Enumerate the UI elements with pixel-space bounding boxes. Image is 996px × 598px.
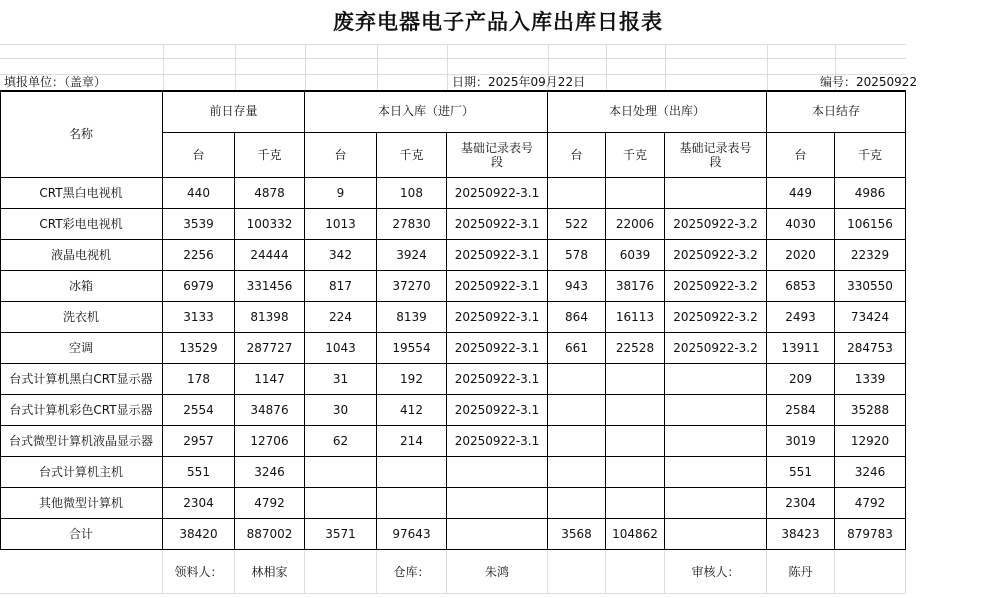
header-inbound: 本日入库（进厂） [305,90,548,133]
cell-close-units: 209 [767,364,835,395]
row-name: 液晶电视机 [0,240,163,271]
cell-prev-units: 38420 [163,519,235,550]
row-name: 其他微型计算机 [0,488,163,519]
cell-close-units: 2304 [767,488,835,519]
cell-prev-units: 440 [163,178,235,209]
row-name: CRT黑白电视机 [0,178,163,209]
header-in-units: 台 [305,133,377,178]
cell-in-units: 9 [305,178,377,209]
cell-close-units: 551 [767,457,835,488]
cell-in-units: 62 [305,426,377,457]
cell-out-kg [606,488,665,519]
cell-out-units [548,488,606,519]
cell-close-kg: 3246 [835,457,906,488]
cell-in-kg: 412 [377,395,447,426]
cell-prev-kg: 100332 [235,209,305,240]
footer-reviewer-label: 审核人： [665,550,767,594]
cell-in-record: 20250922-3.1 [447,395,548,426]
footer-reviewer-name: 陈丹 [767,550,835,594]
footer-empty-cell [548,550,606,594]
cell-in-kg: 192 [377,364,447,395]
cell-out-kg: 104862 [606,519,665,550]
cell-out-units: 522 [548,209,606,240]
cell-close-units: 13911 [767,333,835,364]
cell-prev-kg: 887002 [235,519,305,550]
report-title: 废弃电器电子产品入库出库日报表 [333,9,663,34]
cell-close-units: 2493 [767,302,835,333]
sheet-column-line [377,44,378,90]
sheet-column-line [305,44,306,90]
cell-in-record: 20250922-3.1 [447,209,548,240]
cell-out-record: 20250922-3.2 [665,271,767,302]
cell-out-kg: 6039 [606,240,665,271]
cell-out-units: 578 [548,240,606,271]
cell-prev-units: 2256 [163,240,235,271]
cell-out-kg: 16113 [606,302,665,333]
cell-prev-kg: 24444 [235,240,305,271]
cell-out-kg [606,426,665,457]
row-name: 台式计算机彩色CRT显示器 [0,395,163,426]
cell-in-kg: 8139 [377,302,447,333]
cell-out-kg [606,395,665,426]
cell-close-kg: 35288 [835,395,906,426]
cell-in-units: 1013 [305,209,377,240]
row-name: 合计 [0,519,163,550]
cell-close-units: 2020 [767,240,835,271]
cell-prev-units: 551 [163,457,235,488]
reporting-unit-label: 填报单位：（盖章） [4,75,107,89]
cell-out-kg: 38176 [606,271,665,302]
cell-out-kg [606,178,665,209]
cell-out-record [665,457,767,488]
cell-out-units [548,457,606,488]
cell-out-record [665,488,767,519]
row-name: 空调 [0,333,163,364]
cell-out-record [665,364,767,395]
row-name: 冰箱 [0,271,163,302]
cell-out-record: 20250922-3.2 [665,302,767,333]
cell-prev-units: 3133 [163,302,235,333]
cell-prev-kg: 4792 [235,488,305,519]
cell-in-kg: 19554 [377,333,447,364]
header-close-units: 台 [767,133,835,178]
cell-out-record [665,519,767,550]
footer-empty-cell [835,550,906,594]
header-prev-kg: 千克 [235,133,305,178]
cell-in-kg [377,488,447,519]
footer-warehouse-label: 仓库： [377,550,447,594]
cell-close-units: 38423 [767,519,835,550]
cell-in-kg: 27830 [377,209,447,240]
cell-in-units: 342 [305,240,377,271]
cell-in-record [447,519,548,550]
cell-close-units: 4030 [767,209,835,240]
cell-prev-units: 2957 [163,426,235,457]
footer-empty-cell [0,550,163,594]
cell-close-units: 449 [767,178,835,209]
sheet-row-line [0,58,906,59]
cell-prev-units: 178 [163,364,235,395]
cell-in-record: 20250922-3.1 [447,333,548,364]
report-date: 日期：2025年09月22日 [452,75,586,89]
cell-out-units [548,395,606,426]
cell-in-kg: 214 [377,426,447,457]
cell-prev-kg: 34876 [235,395,305,426]
cell-out-record: 20250922-3.2 [665,333,767,364]
cell-prev-units: 13529 [163,333,235,364]
footer-empty-cell [606,550,665,594]
cell-in-record [447,457,548,488]
cell-prev-kg: 81398 [235,302,305,333]
cell-in-record: 20250922-3.1 [447,426,548,457]
report-serial-number: 编号：20250922 [820,75,918,89]
header-out-kg: 千克 [606,133,665,178]
cell-out-record [665,395,767,426]
cell-close-units: 3019 [767,426,835,457]
cell-in-kg: 37270 [377,271,447,302]
cell-in-kg: 108 [377,178,447,209]
cell-in-record: 20250922-3.1 [447,271,548,302]
cell-close-units: 6853 [767,271,835,302]
cell-in-kg [377,457,447,488]
cell-prev-units: 2554 [163,395,235,426]
header-in-record: 基础记录表号段 [447,133,548,178]
cell-in-record: 20250922-3.1 [447,364,548,395]
cell-out-record [665,426,767,457]
cell-out-units: 864 [548,302,606,333]
cell-out-record: 20250922-3.2 [665,209,767,240]
cell-out-units: 943 [548,271,606,302]
cell-prev-units: 2304 [163,488,235,519]
cell-close-units: 2584 [767,395,835,426]
cell-out-record [665,178,767,209]
header-closing: 本日结存 [767,90,906,133]
cell-close-kg: 879783 [835,519,906,550]
header-in-kg: 千克 [377,133,447,178]
sheet-column-line [235,44,236,90]
row-name: 洗衣机 [0,302,163,333]
cell-in-kg: 97643 [377,519,447,550]
cell-in-units: 224 [305,302,377,333]
cell-in-units: 1043 [305,333,377,364]
row-name: CRT彩电电视机 [0,209,163,240]
cell-prev-kg: 1147 [235,364,305,395]
header-out-units: 台 [548,133,606,178]
cell-prev-kg: 4878 [235,178,305,209]
cell-out-kg: 22528 [606,333,665,364]
cell-in-record: 20250922-3.1 [447,240,548,271]
cell-prev-units: 3539 [163,209,235,240]
header-close-kg: 千克 [835,133,906,178]
cell-out-units: 3568 [548,519,606,550]
row-name: 台式计算机黑白CRT显示器 [0,364,163,395]
cell-in-units [305,457,377,488]
cell-in-units [305,488,377,519]
cell-close-kg: 106156 [835,209,906,240]
cell-in-kg: 3924 [377,240,447,271]
header-processed: 本日处理（出库） [548,90,767,133]
cell-prev-units: 6979 [163,271,235,302]
cell-out-kg [606,457,665,488]
cell-out-kg [606,364,665,395]
footer-receiver-name: 林相家 [235,550,305,594]
cell-close-kg: 284753 [835,333,906,364]
cell-close-kg: 330550 [835,271,906,302]
footer-receiver-label: 领料人： [163,550,235,594]
cell-prev-kg: 12706 [235,426,305,457]
cell-out-units [548,426,606,457]
cell-in-record: 20250922-3.1 [447,178,548,209]
cell-in-units: 817 [305,271,377,302]
cell-close-kg: 4986 [835,178,906,209]
cell-close-kg: 73424 [835,302,906,333]
cell-out-units [548,364,606,395]
cell-out-units: 661 [548,333,606,364]
cell-in-units: 3571 [305,519,377,550]
cell-out-kg: 22006 [606,209,665,240]
header-prev-units: 台 [163,133,235,178]
row-name: 台式计算机主机 [0,457,163,488]
header-prev-stock: 前日存量 [163,90,305,133]
footer-warehouse-name: 朱鸿 [447,550,548,594]
cell-prev-kg: 3246 [235,457,305,488]
cell-close-kg: 12920 [835,426,906,457]
cell-prev-kg: 287727 [235,333,305,364]
cell-close-kg: 1339 [835,364,906,395]
footer-empty-cell [305,550,377,594]
cell-close-kg: 4792 [835,488,906,519]
cell-in-record [447,488,548,519]
cell-in-units: 31 [305,364,377,395]
cell-out-units [548,178,606,209]
sheet-column-line [767,44,768,90]
header-out-record: 基础记录表号段 [665,133,767,178]
row-name: 台式微型计算机液晶显示器 [0,426,163,457]
cell-in-record: 20250922-3.1 [447,302,548,333]
cell-close-kg: 22329 [835,240,906,271]
sheet-row-line [0,44,906,45]
cell-out-record: 20250922-3.2 [665,240,767,271]
cell-prev-kg: 331456 [235,271,305,302]
cell-in-units: 30 [305,395,377,426]
header-name: 名称 [0,90,163,178]
sheet-column-line [447,44,448,90]
